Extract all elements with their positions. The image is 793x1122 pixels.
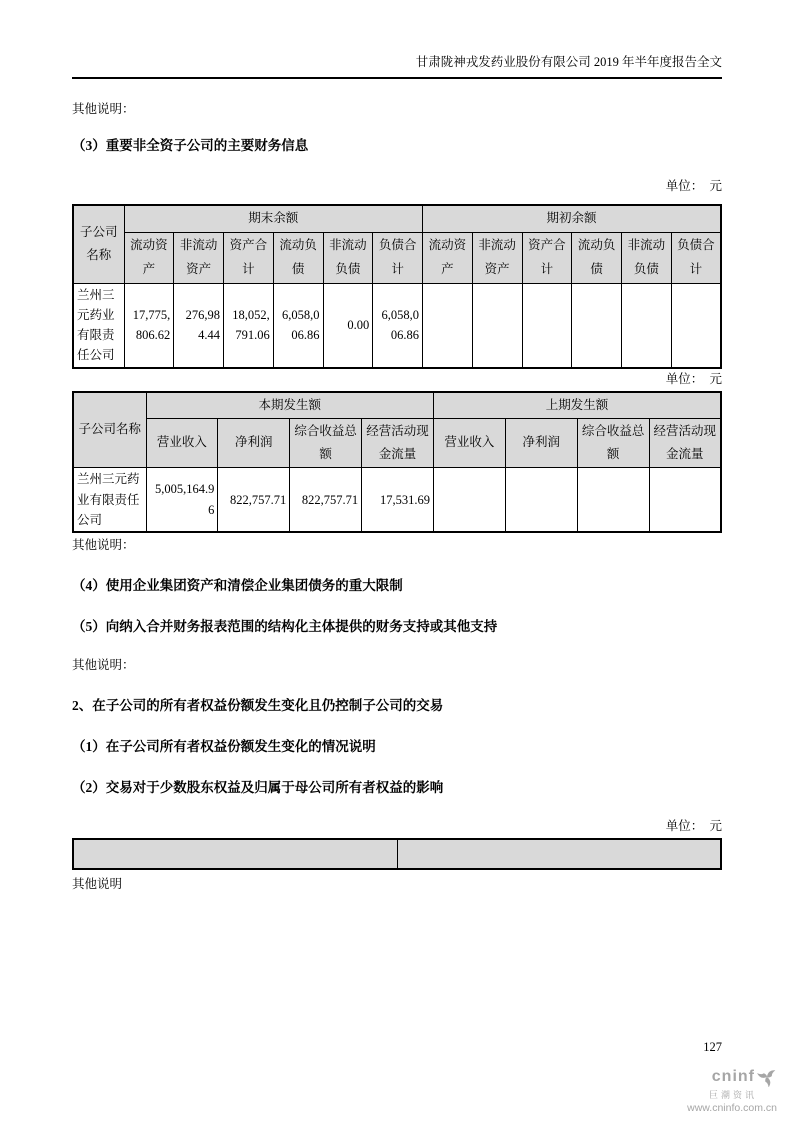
- balance-col-header: 流动负债: [572, 232, 622, 283]
- unit-label: 单位： 元: [665, 371, 722, 386]
- value-cell: 17,531.69: [362, 467, 434, 532]
- balance-col-header: 资产合计: [224, 232, 274, 283]
- balance-col-header: 非流动资产: [472, 232, 522, 283]
- report-title: 甘肃陇神戎发药业股份有限公司 2019 年半年度报告全文: [415, 55, 722, 69]
- balance-col-header: 非流动负债: [323, 232, 373, 283]
- cninfo-logo: [687, 1067, 777, 1114]
- profit-col-header: 净利润: [505, 418, 577, 467]
- profit-col-header: 综合收益总额: [577, 418, 649, 467]
- value-cell: 822,757.71: [218, 467, 290, 532]
- value-cell: [649, 467, 721, 532]
- balance-col-header: 资产合计: [522, 232, 572, 283]
- cninfo-url: www.cninfo.com.cn: [687, 1102, 777, 1114]
- value-cell: [434, 467, 506, 532]
- section-heading-5: （5）向纳入合并财务报表范围的结构化主体提供的财务支持或其他支持: [72, 619, 498, 635]
- section-heading-4: （4）使用企业集团资产和清偿企业集团债务的重大限制: [72, 578, 403, 594]
- profit-col-header: 经营活动现金流量: [362, 418, 434, 467]
- profit-col-header: 营业收入: [434, 418, 506, 467]
- equity-change-table: [72, 838, 722, 870]
- unit-label: 单位： 元: [665, 819, 722, 834]
- value-cell: 5,005,164.96: [146, 467, 218, 532]
- value-cell: 6,058,006.86: [373, 283, 423, 368]
- cninfo-subtitle: 巨潮资讯: [708, 1090, 757, 1100]
- profit-group-prior-header: 上期发生额: [434, 392, 722, 419]
- profit-col-header: 净利润: [218, 418, 290, 467]
- profit-col-header: 营业收入: [146, 418, 218, 467]
- balance-table: [72, 204, 722, 369]
- value-cell: [522, 283, 572, 368]
- profit-col-header: 经营活动现金流量: [649, 418, 721, 467]
- value-cell: 0.00: [323, 283, 373, 368]
- value-cell: [622, 283, 672, 368]
- page-header: [72, 0, 722, 79]
- balance-col-header: 流动资产: [423, 232, 473, 283]
- profit-col-header: 综合收益总额: [290, 418, 362, 467]
- other-note: 其他说明：: [72, 538, 135, 553]
- value-cell: [505, 467, 577, 532]
- section-heading-2-1: （1）在子公司所有者权益份额发生变化的情况说明: [72, 739, 376, 755]
- value-cell: [671, 283, 721, 368]
- balance-group-begin-header: 期初余额: [423, 205, 722, 232]
- empty-header-cell: [397, 839, 721, 869]
- balance-group-end-header: 期末余额: [124, 205, 423, 232]
- value-cell: [577, 467, 649, 532]
- cninfo-swirl-icon: [757, 1067, 777, 1087]
- table-row: [73, 467, 721, 532]
- profit-header-row-1: [73, 392, 721, 419]
- balance-col-header: 负债合计: [671, 232, 721, 283]
- table-row: [73, 283, 721, 368]
- balance-col-header: 流动负债: [273, 232, 323, 283]
- empty-header-cell: [73, 839, 397, 869]
- value-cell: 17,775,806.62: [124, 283, 174, 368]
- profit-corner-header: 子公司名称: [73, 392, 146, 468]
- profit-header-row-2: [73, 418, 721, 467]
- table-row: [73, 839, 721, 869]
- section-heading-3: （3）重要非全资子公司的主要财务信息: [72, 138, 309, 153]
- balance-col-header: 流动资产: [124, 232, 174, 283]
- value-cell: [572, 283, 622, 368]
- value-cell: [472, 283, 522, 368]
- unit-label: 单位： 元: [665, 179, 722, 193]
- other-note: 其他说明：: [72, 102, 135, 116]
- profit-group-current-header: 本期发生额: [146, 392, 434, 419]
- value-cell: [423, 283, 473, 368]
- value-cell: 18,052,791.06: [224, 283, 274, 368]
- balance-col-header: 负债合计: [373, 232, 423, 283]
- value-cell: 6,058,006.86: [273, 283, 323, 368]
- other-note: 其他说明：: [72, 658, 135, 673]
- balance-col-header: 非流动资产: [174, 232, 224, 283]
- balance-col-header: 非流动负债: [622, 232, 672, 283]
- balance-header-row-1: [73, 205, 721, 232]
- subsidiary-name-cell: 兰州三元药业有限责任公司: [73, 283, 124, 368]
- cninfo-brand-text: cninf: [711, 1068, 755, 1085]
- other-note: 其他说明: [72, 877, 123, 892]
- balance-header-row-2: [73, 232, 721, 283]
- section-heading-2: 2、在子公司的所有者权益份额发生变化且仍控制子公司的交易: [72, 698, 444, 714]
- subsidiary-name-cell: 兰州三元药业有限责任公司: [73, 467, 146, 532]
- balance-corner-header: 子公司名称: [73, 205, 124, 283]
- profit-table: [72, 391, 722, 534]
- section-heading-2-2: （2）交易对于少数股东权益及归属于母公司所有者权益的影响: [72, 780, 444, 796]
- cninfo-logo-row: [687, 1067, 777, 1087]
- value-cell: 822,757.71: [290, 467, 362, 532]
- page-number: 127: [703, 1040, 722, 1054]
- value-cell: 276,984.44: [174, 283, 224, 368]
